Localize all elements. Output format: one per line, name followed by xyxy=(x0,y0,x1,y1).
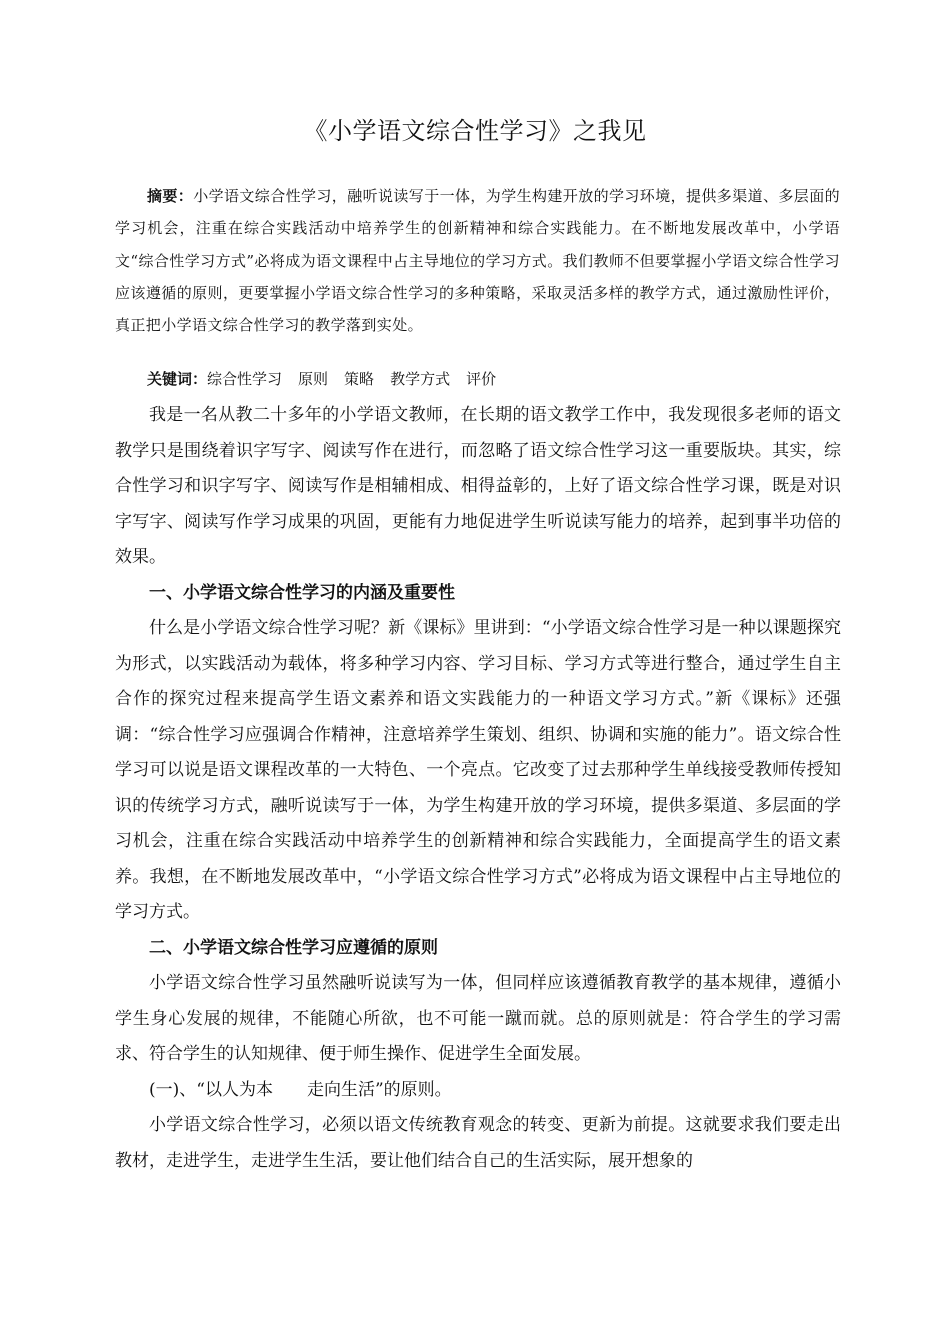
document-title: 《小学语文综合性学习》之我见 xyxy=(303,117,647,145)
body-paragraph: 小学语文综合性学习虽然融听说读写为一体，但同样应该遵循教育教学的基本规律，遵循小学生身心发展的规律，不能随心所欲，也不可能一蹴而就。总的原则就是：符合学生的学习需求、符合学生的认知规律、便于师生操作、促进学生全面发展。 xyxy=(115,973,841,1064)
subsection-heading: (一)、“以人为本 走向生活”的原则。 xyxy=(149,1079,452,1100)
keyword-item: 原则 xyxy=(298,370,329,388)
abstract xyxy=(115,180,840,341)
body-text xyxy=(115,398,841,1179)
abstract-label: 摘要： xyxy=(147,187,194,205)
keyword-item: 综合性学习 xyxy=(207,370,283,388)
keywords xyxy=(147,366,847,392)
body-paragraph: 什么是小学语文综合性学习呢？新《课标》里讲到：“小学语文综合性学习是一种以课题探究为形式，以实践活动为载体，将多种学习内容、学习目标、学习方式等进行整合，通过学生自主合作的探究过程来提高学生语文素养和语文实践能力的一种语文学习方式。”新《课标》还强调：“综合性学习应强调合作精神，注意培养学生策划、组织、协调和实施的能力”。语文综合性学习可以说是语文课程改革的一大特色、一个亮点。它改变了过去那种学生单线接受教师传授知识的传统学习方式，融听说读写于一体，为学生构建开放的学习环境，提供多渠道、多层面的学习机会，注重在综合实践活动中培养学生的创新精神和综合实践能力，全面提高学生的语文素养。我想，在不断地发展改革中，“小学语文综合性学习方式”必将成为语文课程中占主导地位的学习方式。 xyxy=(115,618,841,922)
section-heading: 一、小学语文综合性学习的内涵及重要性 xyxy=(149,582,455,603)
body-paragraph: 小学语文综合性学习，必须以语文传统教育观念的转变、更新为前提。这就要求我们要走出教材，走进学生，走进学生生活，要让他们结合自己的生活实际，展开想象的 xyxy=(115,1115,841,1171)
body-paragraph: 我是一名从教二十多年的小学语文教师，在长期的语文教学工作中，我发现很多老师的语文教学只是围绕着识字写字、阅读写作在进行，而忽略了语文综合性学习这一重要版块。其实，综合性学习和识字写字、阅读写作是相辅相成、相得益彰的，上好了语文综合性学习课，既是对识字写字、阅读写作学习成果的巩固，更能有力地促进学生听说读写能力的培养，起到事半功倍的效果。 xyxy=(115,405,841,567)
section-heading: 二、小学语文综合性学习应遵循的原则 xyxy=(149,937,438,958)
abstract-text: 小学语文综合性学习，融听说读写于一体，为学生构建开放的学习环境，提供多渠道、多层面的学习机会，注重在综合实践活动中培养学生的创新精神和综合实践能力。在不断地发展改革中，小学语文“综合性学习方式”必将成为语文课程中占主导地位的学习方式。我们教师不但要掌握小学语文综合性学习应该遵循的原则，更要掌握小学语文综合性学习的多种策略，采取灵活多样的教学方式，通过激励性评价，真正把小学语文综合性学习的教学落到实处。 xyxy=(115,187,841,335)
keywords-label: 关键词： xyxy=(147,370,208,388)
keyword-item: 评价 xyxy=(466,370,497,388)
keyword-item: 教学方式 xyxy=(390,370,451,388)
keyword-item: 策略 xyxy=(344,370,375,388)
